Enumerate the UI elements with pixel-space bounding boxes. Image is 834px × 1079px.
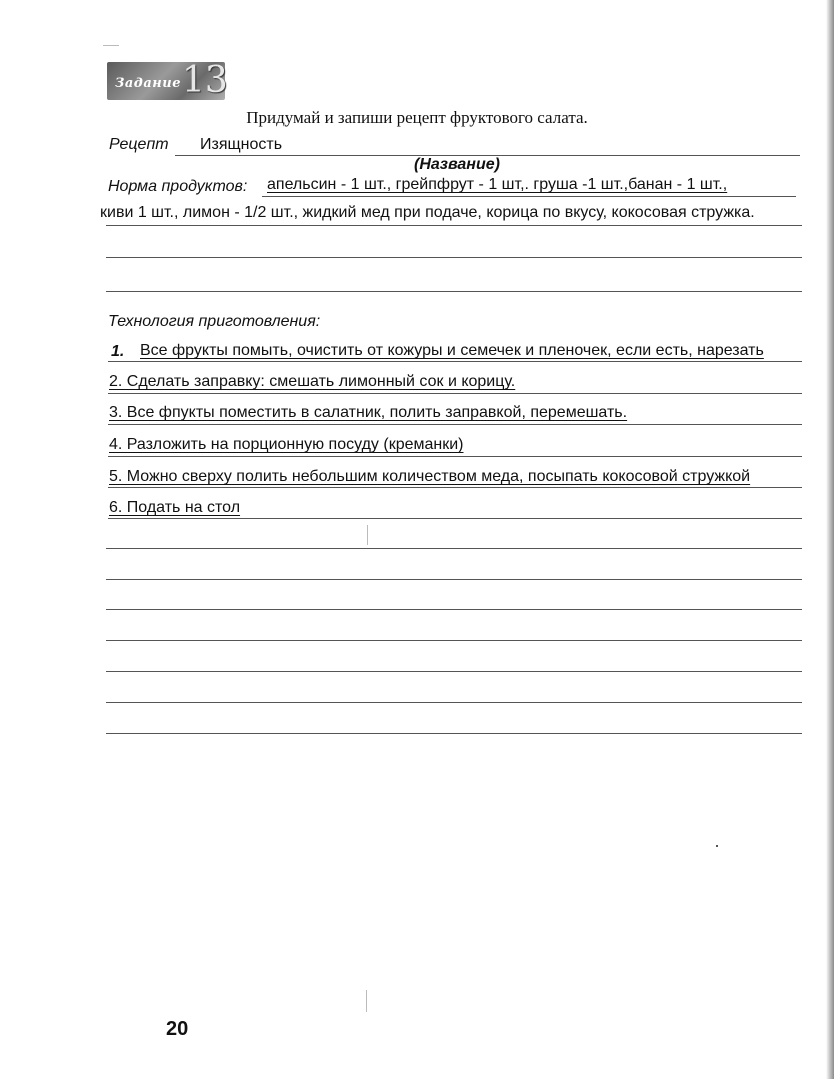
step-6-text: 6. Подать на стол	[109, 499, 241, 516]
step-3-text: 3. Все фпукты поместить в салатник, полить заправкой, перемешать.	[109, 404, 628, 421]
step-5-text: 5. Можно сверху полить небольшим количеством меда, посыпать кокосовой стружкой	[109, 468, 751, 485]
scan-speck	[366, 990, 367, 1012]
products-line-1: апельсин - 1 шт., грейпфрут - 1 шт,. груша -1 шт.,банан - 1 шт.,	[267, 176, 728, 193]
empty-rule	[106, 291, 802, 292]
empty-rule	[106, 257, 802, 258]
technology-label: Технология приготовления:	[108, 313, 321, 330]
step-2-text: 2. Сделать заправку: смешать лимонный сок и корицу.	[109, 373, 516, 390]
products-label: Норма продуктов:	[108, 178, 248, 195]
products-rule-1	[262, 196, 796, 197]
empty-rule	[106, 579, 802, 580]
step-rule	[108, 456, 802, 457]
step-1-number: 1.	[111, 343, 125, 360]
scan-speck	[103, 45, 119, 46]
step-rule	[108, 518, 802, 519]
task-badge	[107, 60, 228, 101]
step-rule	[108, 393, 802, 394]
badge-word: Задание	[115, 76, 181, 91]
recipe-name: Изящность	[200, 136, 283, 153]
page-number: 20	[166, 1018, 189, 1040]
step-rule	[108, 487, 802, 488]
empty-rule	[106, 671, 802, 672]
step-rule	[108, 424, 802, 425]
scan-speck	[716, 845, 718, 847]
step-1-text: Все фрукты помыть, очистить от кожуры и семечек и пленочек, если есть, нарезать	[140, 342, 764, 359]
empty-rule	[106, 702, 802, 703]
task-instruction: Придумай и запиши рецепт фруктового салата.	[246, 108, 588, 127]
empty-rule	[106, 609, 802, 610]
page-edge-shadow	[826, 0, 834, 1079]
badge-number: 13	[182, 60, 228, 101]
empty-rule	[106, 733, 802, 734]
recipe-caption: (Название)	[414, 156, 500, 173]
recipe-label: Рецепт	[109, 136, 169, 153]
step-rule	[108, 361, 802, 362]
products-line-2: киви 1 шт., лимон - 1/2 шт., жидкий мед при подаче, корица по вкусу, кокосовая стружка.	[100, 204, 755, 221]
products-rule-2	[106, 225, 802, 226]
empty-rule	[106, 548, 802, 549]
empty-rule	[106, 640, 802, 641]
step-4-text: 4. Разложить на порционную посуду (креманки)	[109, 436, 464, 453]
scan-speck	[367, 525, 368, 545]
